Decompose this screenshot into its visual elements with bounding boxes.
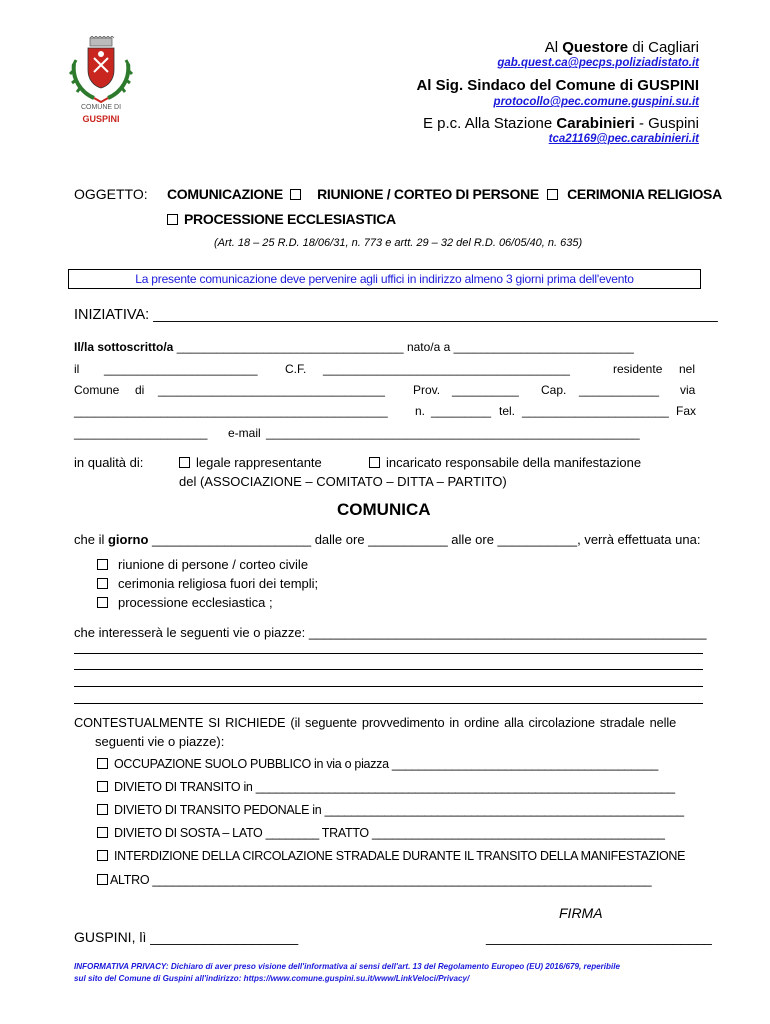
event-option-2[interactable]: cerimonia religiosa fuori dei templi; <box>97 576 318 591</box>
request-item-5[interactable]: INTERDIZIONE DELLA CIRCOLAZIONE STRADALE DURANTE IL TRANSITO DELLA MANIFESTAZIONE <box>97 849 685 863</box>
prov-label: Prov. <box>413 383 441 397</box>
checkbox-comunicazione[interactable] <box>290 189 301 200</box>
email-carabinieri[interactable]: tca21169@pec.carabinieri.it <box>548 133 699 145</box>
place-date-field[interactable]: GUSPINI, lì ___________________ <box>74 929 299 945</box>
privacy-line-1: INFORMATIVA PRIVACY: Dichiaro di aver preso visione dell'informativa ai sensi dell'art. 13 del Regolamento Europeo (EU) 2016/679, reperibile <box>74 962 620 971</box>
email-sindaco[interactable]: protocollo@pec.comune.guspini.su.it <box>493 96 699 108</box>
streets-line[interactable]: che interesserà le seguenti vie o piazze: _______________________________________________________ <box>74 625 707 640</box>
checkbox-request-3[interactable] <box>97 804 108 815</box>
checkbox-request-4[interactable] <box>97 827 108 838</box>
subject-label: OGGETTO: <box>74 186 148 202</box>
checkbox-event-1[interactable] <box>97 559 108 570</box>
n-label: n. <box>415 404 426 418</box>
birth-date-label: il <box>74 362 80 376</box>
tel-field[interactable]: ______________________ <box>522 404 669 418</box>
streets-blank-3[interactable] <box>74 686 703 687</box>
checkbox-request-2[interactable] <box>97 781 108 792</box>
request-item-3[interactable]: DIVIETO DI TRANSITO PEDONALE in ______________________________________________________ <box>97 803 684 817</box>
initiative-field[interactable]: INIZIATIVA: ______________________________________________________________________ <box>74 307 718 323</box>
quality-of: del (ASSOCIAZIONE – COMITATO – DITTA – PARTITO) <box>179 474 507 489</box>
fax-field[interactable]: ____________________ <box>74 426 208 440</box>
quality-legal-rep[interactable]: legale rappresentante <box>179 455 322 470</box>
quality-label: in qualità di: <box>74 455 144 470</box>
residente-label: residente <box>613 362 663 376</box>
comune-label: Comune <box>74 383 120 397</box>
checkbox-request-5[interactable] <box>97 850 108 861</box>
email-label: e-mail <box>228 426 261 440</box>
request-line-2: seguenti vie o piazze): <box>95 734 225 749</box>
checkbox-riunione[interactable] <box>547 189 558 200</box>
comunica-date-line[interactable]: che il giorno ______________________ dalle ore ___________ alle ore ___________, verrà effettuata una: <box>74 532 701 547</box>
checkbox-event-2[interactable] <box>97 578 108 589</box>
notice-text: La presente comunicazione deve pervenire agli uffici in indirizzo almeno 3 giorni prima dell'evento <box>135 272 634 286</box>
privacy-line-2[interactable]: sul sito del Comune di Guspini all'indirizzo: https://www.comune.guspini.su.it/www/LinkVeloci/Privacy/ <box>74 974 470 983</box>
n-field[interactable]: _________ <box>431 404 492 418</box>
streets-blank-4[interactable] <box>74 703 703 704</box>
comunica-title: COMUNICA <box>337 500 431 519</box>
nel-label: nel <box>679 362 696 376</box>
di-label: di <box>135 383 145 397</box>
cap-label: Cap. <box>541 383 567 397</box>
request-item-6[interactable]: ALTRO ___________________________________________________________________________ <box>97 873 651 887</box>
quality-responsible[interactable]: incaricato responsabile della manifestazione <box>369 455 641 470</box>
address-field[interactable]: _______________________________________________ <box>74 404 388 418</box>
checkbox-request-1[interactable] <box>97 758 108 769</box>
birth-date-field[interactable]: _______________________ <box>104 362 258 376</box>
checkbox-request-6[interactable] <box>97 874 108 885</box>
signature-field[interactable]: _____________________________ <box>486 929 712 945</box>
addressee-sindaco: Al Sig. Sindaco del Comune di GUSPINI <box>416 77 699 94</box>
logo-text-bottom: GUSPINI <box>82 114 120 124</box>
request-line-1: CONTESTUALMENTE SI RICHIEDE (il seguente provvedimento in ordine alla circolazione stradale nelle <box>74 715 677 730</box>
email-questore[interactable]: gab.quest.ca@pecps.poliziadistato.it <box>497 57 699 69</box>
signer-line[interactable]: Il/la sottoscritto/a __________________________________ nato/a a ___________________________ <box>74 340 634 354</box>
law-reference: (Art. 18 – 25 R.D. 18/06/31, n. 773 e artt. 29 – 32 del R.D. 06/05/40, n. 635) <box>214 237 583 249</box>
notice-box <box>68 269 701 289</box>
comune-logo <box>68 36 134 132</box>
firma-label: FIRMA <box>559 905 603 921</box>
coat-of-arms-icon <box>68 36 134 106</box>
request-item-2[interactable]: DIVIETO DI TRANSITO in _______________________________________________________________ <box>97 780 675 794</box>
subject-options-row2: PROCESSIONE ECCLESIASTICA <box>167 211 396 227</box>
event-option-1[interactable]: riunione di persone / corteo civile <box>97 557 308 572</box>
checkbox-event-3[interactable] <box>97 597 108 608</box>
prov-field[interactable]: __________ <box>452 383 519 397</box>
addressee-carabinieri: E p.c. Alla Stazione Carabinieri - Guspini <box>423 115 699 132</box>
cf-label: C.F. <box>285 362 307 376</box>
cap-field[interactable]: ____________ <box>579 383 660 397</box>
streets-blank-2[interactable] <box>74 669 703 670</box>
addressee-questore: Al Questore di Cagliari <box>544 39 699 56</box>
request-item-1[interactable]: OCCUPAZIONE SUOLO PUBBLICO in via o piazza ________________________________________ <box>97 757 658 771</box>
subject-options-row1: COMUNICAZIONE RIUNIONE / CORTEO DI PERSONE CERIMONIA RELIGIOSA <box>167 186 722 202</box>
logo-text-top: COMUNE DI <box>80 104 122 111</box>
checkbox-legal-rep[interactable] <box>179 457 190 468</box>
fax-label: Fax <box>676 404 697 418</box>
streets-blank-1[interactable] <box>74 653 703 654</box>
checkbox-responsible[interactable] <box>369 457 380 468</box>
event-option-3[interactable]: processione ecclesiastica ; <box>97 595 273 610</box>
comune-field[interactable]: __________________________________ <box>158 383 385 397</box>
via-label: via <box>680 383 696 397</box>
tel-label: tel. <box>499 404 516 418</box>
request-item-4[interactable]: DIVIETO DI SOSTA – LATO ________ TRATTO ____________________________________________ <box>97 826 665 840</box>
checkbox-processione[interactable] <box>167 214 178 225</box>
cf-field[interactable]: _____________________________________ <box>323 362 570 376</box>
email-field[interactable]: ________________________________________________________ <box>266 426 640 440</box>
